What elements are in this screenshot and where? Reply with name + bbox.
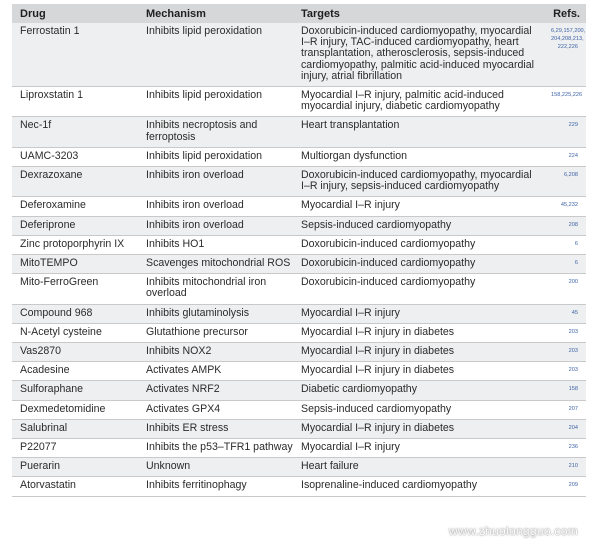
cell-drug: Ferrostatin 1 [12, 23, 138, 87]
cell-refs: 229 [543, 117, 586, 147]
cell-drug: Sulforaphane [12, 381, 138, 400]
page [0, 4, 592, 544]
cell-targets: Multiorgan dysfunction [293, 147, 543, 166]
watermark: www.zhuolongguo.com [448, 524, 578, 538]
cell-targets: Sepsis-induced cardiomyopathy [293, 400, 543, 419]
cell-refs: 6 [543, 255, 586, 274]
table-row [12, 343, 586, 362]
cell-targets: Doxorubicin-induced cardiomyopathy, myocardial I–R injury, TAC-induced cardiomyopathy, heart transplantation, atherosclerosis, sepsis-induced cardiomyopathy, palmitic acid-induced myocardial injury, atrial fibrillation [293, 23, 543, 87]
cell-drug: Puerarin [12, 458, 138, 477]
cell-mechanism: Inhibits the p53–TFR1 pathway [138, 439, 293, 458]
table-body [12, 23, 586, 496]
cell-targets: Heart failure [293, 458, 543, 477]
cell-drug: Liproxstatin 1 [12, 87, 138, 117]
cell-refs: 45,232 [543, 197, 586, 216]
cell-mechanism: Inhibits ferritinophagy [138, 477, 293, 496]
table-row [12, 477, 586, 496]
cell-refs: 200 [543, 274, 586, 304]
cell-refs: 45 [543, 304, 586, 323]
cell-targets: Myocardial I–R injury in diabetes [293, 419, 543, 438]
cell-mechanism: Inhibits iron overload [138, 216, 293, 235]
cell-targets: Myocardial I–R injury in diabetes [293, 323, 543, 342]
cell-refs: 6 [543, 235, 586, 254]
table-row [12, 167, 586, 197]
cell-drug: Compound 968 [12, 304, 138, 323]
cell-targets: Sepsis-induced cardiomyopathy [293, 216, 543, 235]
table-row [12, 197, 586, 216]
table-row [12, 362, 586, 381]
cell-drug: Deferiprone [12, 216, 138, 235]
cell-refs: 203 [543, 323, 586, 342]
cell-targets: Myocardial I–R injury, palmitic acid-induced myocardial injury, diabetic cardiomyopathy [293, 87, 543, 117]
cell-refs: 224 [543, 147, 586, 166]
cell-drug: Atorvastatin [12, 477, 138, 496]
cell-mechanism: Inhibits lipid peroxidation [138, 87, 293, 117]
header-targets: Targets [293, 4, 543, 23]
cell-drug: Salubrinal [12, 419, 138, 438]
cell-mechanism: Inhibits mitochondrial iron overload [138, 274, 293, 304]
table-row [12, 274, 586, 304]
header-mechanism: Mechanism [138, 4, 293, 23]
cell-mechanism: Inhibits HO1 [138, 235, 293, 254]
cell-drug: Vas2870 [12, 343, 138, 362]
cell-refs: 158,225,226 [543, 87, 586, 117]
table-header [12, 4, 586, 23]
cell-targets: Doxorubicin-induced cardiomyopathy [293, 274, 543, 304]
table-row [12, 255, 586, 274]
cell-drug: Acadesine [12, 362, 138, 381]
cell-drug: UAMC-3203 [12, 147, 138, 166]
table-row [12, 117, 586, 147]
cell-refs: 6,29,157,200, 204,208,213, 222,226 [543, 23, 586, 87]
table-row [12, 87, 586, 117]
cell-drug: Nec-1f [12, 117, 138, 147]
cell-mechanism: Activates NRF2 [138, 381, 293, 400]
cell-targets: Isoprenaline-induced cardiomyopathy [293, 477, 543, 496]
cell-refs: 6,208 [543, 167, 586, 197]
table-row [12, 400, 586, 419]
cell-mechanism: Inhibits glutaminolysis [138, 304, 293, 323]
cell-targets: Doxorubicin-induced cardiomyopathy [293, 255, 543, 274]
cell-mechanism: Inhibits iron overload [138, 197, 293, 216]
cell-refs: 203 [543, 343, 586, 362]
cell-drug: P22077 [12, 439, 138, 458]
cell-refs: 236 [543, 439, 586, 458]
cell-mechanism: Inhibits necroptosis and ferroptosis [138, 117, 293, 147]
cell-mechanism: Inhibits ER stress [138, 419, 293, 438]
table-row [12, 23, 586, 87]
cell-drug: Dexmedetomidine [12, 400, 138, 419]
header-drug: Drug [12, 4, 138, 23]
table-row [12, 458, 586, 477]
cell-mechanism: Glutathione precursor [138, 323, 293, 342]
cell-mechanism: Unknown [138, 458, 293, 477]
cell-mechanism: Inhibits NOX2 [138, 343, 293, 362]
cell-refs: 209 [543, 477, 586, 496]
cell-refs: 208 [543, 216, 586, 235]
cell-refs: 210 [543, 458, 586, 477]
cell-targets: Myocardial I–R injury in diabetes [293, 362, 543, 381]
cell-refs: 158 [543, 381, 586, 400]
table-row [12, 381, 586, 400]
cell-mechanism: Activates GPX4 [138, 400, 293, 419]
cell-mechanism: Scavenges mitochondrial ROS [138, 255, 293, 274]
cell-mechanism: Inhibits iron overload [138, 167, 293, 197]
cell-drug: Mito-FerroGreen [12, 274, 138, 304]
table-row [12, 439, 586, 458]
cell-refs: 203 [543, 362, 586, 381]
cell-mechanism: Inhibits lipid peroxidation [138, 147, 293, 166]
table-row [12, 419, 586, 438]
cell-targets: Diabetic cardiomyopathy [293, 381, 543, 400]
cell-targets: Myocardial I–R injury [293, 197, 543, 216]
cell-mechanism: Activates AMPK [138, 362, 293, 381]
cell-targets: Myocardial I–R injury [293, 304, 543, 323]
cell-mechanism: Inhibits lipid peroxidation [138, 23, 293, 87]
cell-refs: 204 [543, 419, 586, 438]
cell-targets: Doxorubicin-induced cardiomyopathy [293, 235, 543, 254]
table-row [12, 304, 586, 323]
cell-drug: Dexrazoxane [12, 167, 138, 197]
cell-targets: Doxorubicin-induced cardiomyopathy, myocardial I–R injury, sepsis-induced cardiomyopathy [293, 167, 543, 197]
table-row [12, 147, 586, 166]
table-row [12, 216, 586, 235]
table-row [12, 235, 586, 254]
cell-targets: Myocardial I–R injury in diabetes [293, 343, 543, 362]
cell-targets: Myocardial I–R injury [293, 439, 543, 458]
table-row [12, 323, 586, 342]
cell-drug: N-Acetyl cysteine [12, 323, 138, 342]
cell-drug: MitoTEMPO [12, 255, 138, 274]
header-refs: Refs. [543, 4, 586, 23]
cell-drug: Zinc protoporphyrin IX [12, 235, 138, 254]
cell-drug: Deferoxamine [12, 197, 138, 216]
drug-table [12, 4, 586, 497]
cell-targets: Heart transplantation [293, 117, 543, 147]
cell-refs: 207 [543, 400, 586, 419]
header-row [12, 4, 586, 23]
